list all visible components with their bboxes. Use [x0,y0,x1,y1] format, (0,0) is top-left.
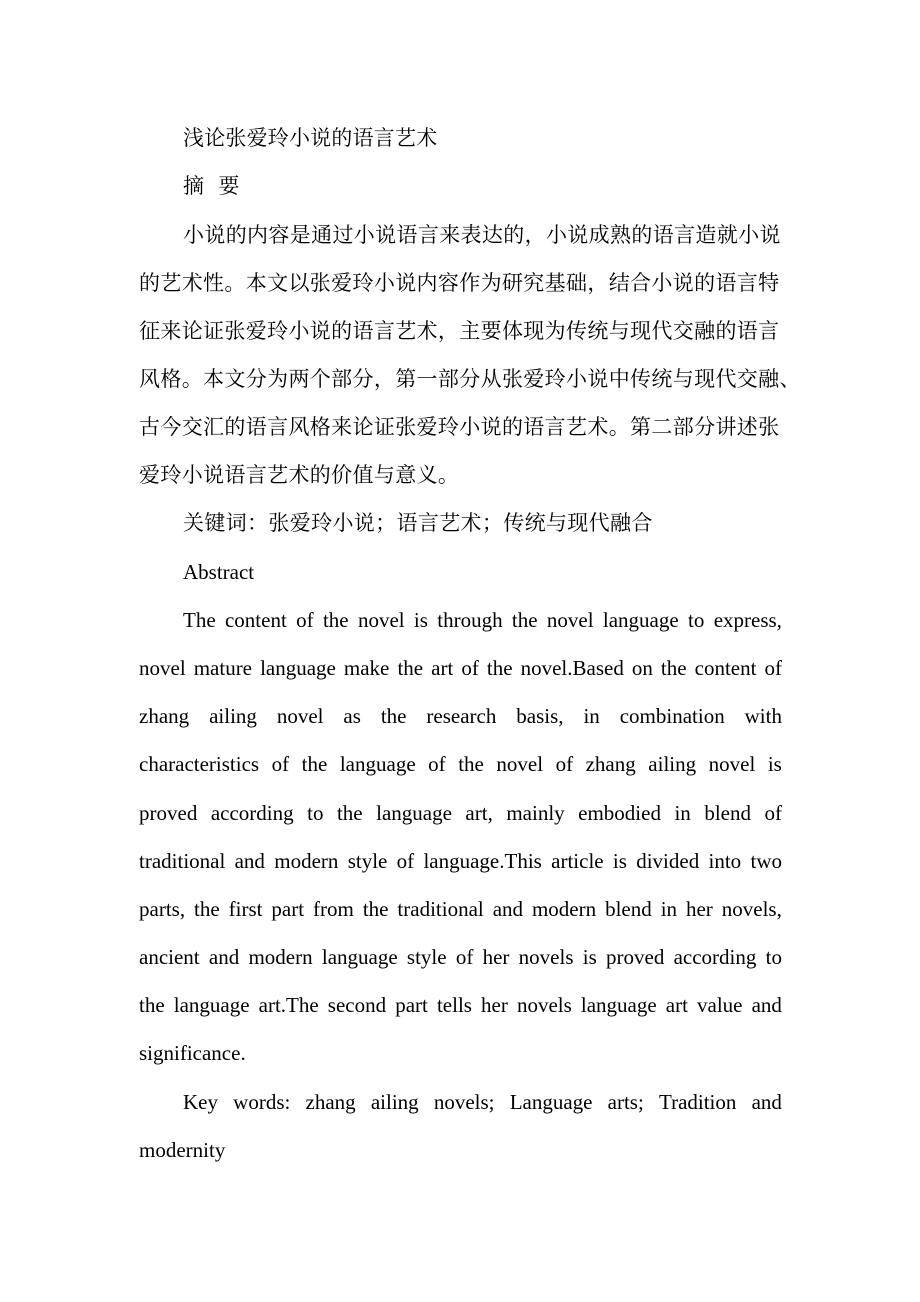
en-abstract-line [139,750,782,778]
word: her [685,897,713,921]
word: through [437,608,503,632]
word: according [210,801,294,825]
word: traditional [139,849,226,873]
word: Language [509,1090,593,1114]
word: characteristics [139,752,260,776]
word: the [458,752,484,776]
word: proved [606,945,665,969]
word: in [660,897,678,921]
word: novel.Based [520,656,624,680]
word: from [313,897,354,921]
word: her [481,993,508,1017]
word: to [307,801,324,825]
cn-abstract-line: 爱玲小说语言艺术的价值与意义。 [139,463,460,487]
word: novel [139,656,186,680]
word: is [413,608,428,632]
cn-abstract-line: 古今交汇的语言风格来论证张爱玲小说的语言艺术。第二部分讲述张 [139,415,780,439]
word: mature [193,656,253,680]
word: two [750,849,782,873]
word: as [343,704,361,728]
word: language [339,752,416,776]
word: modern [531,897,597,921]
word: the [139,993,165,1017]
word: art [665,993,688,1017]
word: with [744,704,782,728]
word: novels, [721,897,782,921]
word: style [406,945,447,969]
word: make [343,656,390,680]
word: the [486,656,513,680]
word: part [271,897,305,921]
word: content [224,608,287,632]
word: language [321,945,398,969]
word: part [395,993,428,1017]
word: art [431,656,454,680]
word: to [765,945,782,969]
word: blend [704,801,751,825]
word: language [260,656,336,680]
word: words: [233,1090,291,1114]
word: zhang [585,752,636,776]
word: language [173,993,250,1017]
word: art.The [258,993,319,1017]
word: of [764,801,782,825]
word: embodied [578,801,661,825]
word: zhang [139,704,190,728]
word: and [751,993,782,1017]
word: arts; [607,1090,644,1114]
word: traditional [397,897,484,921]
word: The [183,608,216,632]
word: according [673,945,757,969]
word: novel [496,752,544,776]
word: style [347,849,388,873]
word: ancient [139,945,200,969]
word: Tradition [658,1090,737,1114]
word: ailing [209,704,257,728]
word: of [296,608,314,632]
word: novel [546,608,594,632]
en-abstract-line [139,847,782,875]
word: the [511,608,538,632]
word: and [751,1090,782,1114]
word: basis, [516,704,564,728]
word: ailing [370,1090,419,1114]
word: ailing [648,752,697,776]
word: the [380,704,407,728]
word: parts, [139,897,186,921]
word: first [228,897,263,921]
word: second [327,993,387,1017]
word: language [602,608,679,632]
word: the [301,752,328,776]
cn-keywords: 关键词：张爱玲小说；语言艺术；传统与现代融合 [183,511,653,535]
word: novel [708,752,756,776]
abstract-heading: 摘 要 [183,174,240,198]
word: divided [636,849,700,873]
word: the [362,897,389,921]
word: is [582,945,597,969]
en-abstract-line [139,702,782,730]
word: to [688,608,705,632]
cn-abstract-line: 的艺术性。本文以张爱玲小说内容作为研究基础，结合小说的语言特 [139,271,780,295]
word: novels [518,945,574,969]
word: content [694,656,757,680]
word: on [631,656,653,680]
word: the [397,656,424,680]
en-abstract-line [139,943,782,971]
word: of [555,752,574,776]
en-abstract-line [139,799,782,827]
word: language [376,801,452,825]
word: of [455,945,474,969]
en-abstract-line [139,895,782,923]
word: is [612,849,627,873]
en-keywords-line: modernity [139,1138,226,1162]
word: novel [276,704,324,728]
word: in [674,801,691,825]
word: value [697,993,743,1017]
word: article [551,849,604,873]
word: into [708,849,742,873]
cn-abstract-line: 小说的内容是通过小说语言来表达的，小说成熟的语言造就小说 [183,223,781,247]
word: of [764,656,782,680]
word: the [336,801,363,825]
cn-abstract-line: 征来论证张爱玲小说的语言艺术，主要体现为传统与现代交融的语言 [139,319,780,343]
word: the [660,656,687,680]
en-abstract-heading: Abstract [183,560,255,584]
word: the [194,897,220,921]
word: novels; [433,1090,495,1114]
word: tells [436,993,472,1017]
word: modern [248,945,313,969]
word: mainly [506,801,565,825]
word: of [396,849,415,873]
en-keywords-line [183,1088,782,1116]
word: proved [139,801,198,825]
word: language.This [423,849,542,873]
word: novels [516,993,572,1017]
word: of [428,752,446,776]
word: of [461,656,479,680]
word: Key [183,1090,218,1114]
word: in [583,704,600,728]
word: combination [619,704,725,728]
word: novel [357,608,405,632]
word: her [482,945,510,969]
en-abstract-line [183,606,782,634]
word: research [426,704,497,728]
word: and [492,897,524,921]
word: zhang [305,1090,356,1114]
word: and [208,945,240,969]
word: modern [274,849,339,873]
word: express, [713,608,782,632]
word: language [580,993,657,1017]
word: is [767,752,782,776]
word: blend [605,897,652,921]
cn-abstract-line: 风格。本文分为两个部分，第一部分从张爱玲小说中传统与现代交融、 [139,367,801,391]
word: of [271,752,290,776]
en-abstract-line [139,654,782,682]
en-abstract-line: significance. [139,1041,246,1065]
word: the [322,608,349,632]
word: art, [465,801,493,825]
document-title: 浅论张爱玲小说的语言艺术 [183,126,438,150]
word: and [234,849,265,873]
en-abstract-line [139,991,782,1019]
